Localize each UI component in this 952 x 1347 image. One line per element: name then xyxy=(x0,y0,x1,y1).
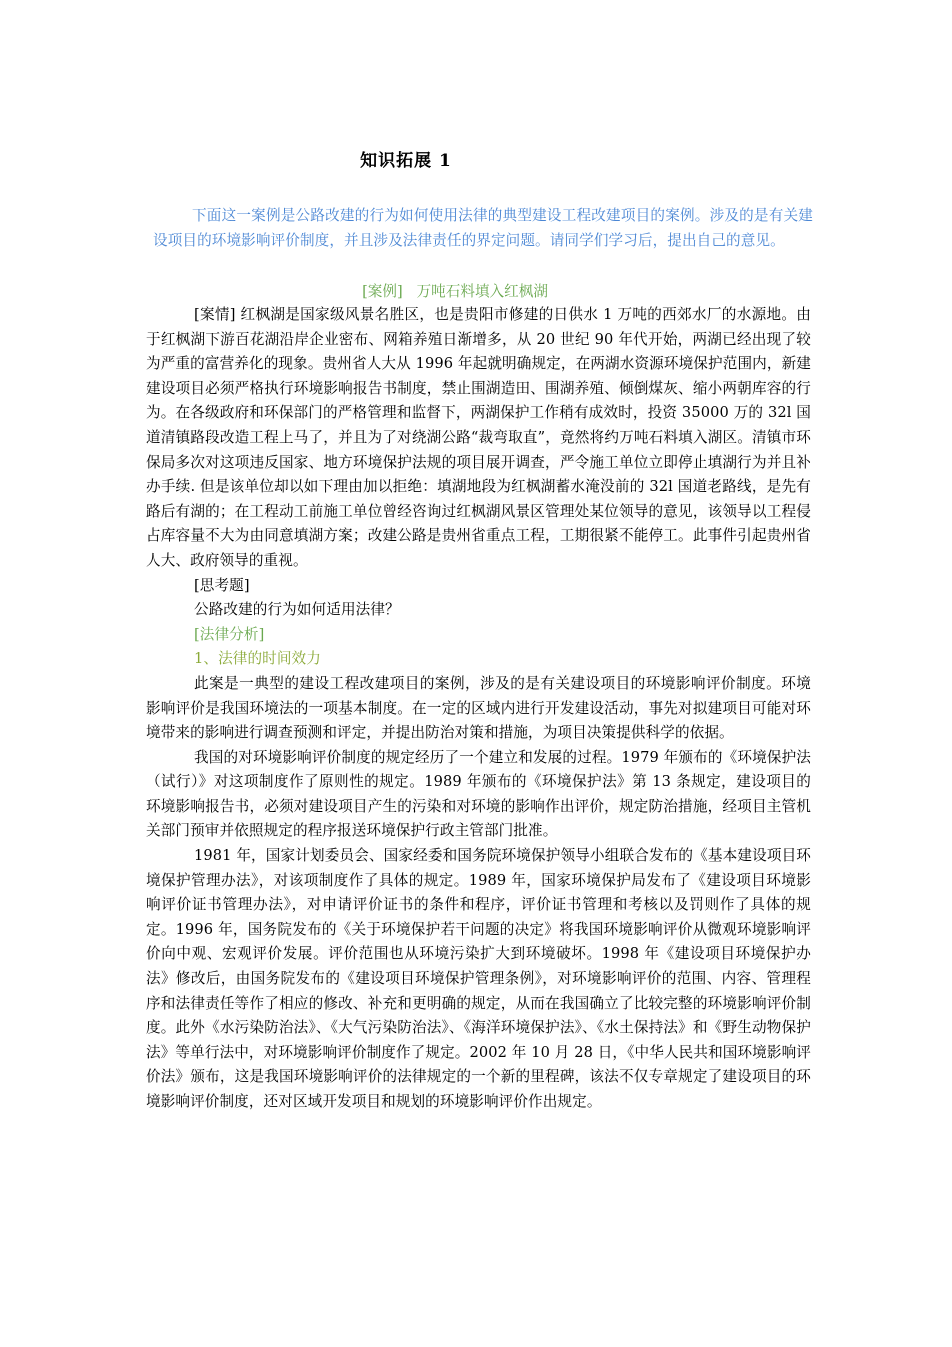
analysis-paragraph-1: 此案是一典型的建设工程改建项目的案例，涉及的是有关建设项目的环境影响评价制度。环境影响评价是我国环境法的一项基本制度。在一定的区域内进行开发建设活动，事先对拟建项目可能对环境带来的影响进行调查预测和评定，并提出防治对策和措施，为项目决策提供科学的依据。 xyxy=(146,674,811,742)
case-text-paragraph: [案情] 红枫湖是国家级风景名胜区，也是贵阳市修建的日供水 1 万吨的西郊水厂的水源地。由于红枫湖下游百花湖沿岸企业密布、网箱养殖日渐增多，从 20 世纪 90 年代开始，两湖已经出现了较为严重的富营养化的现象。贵州省人大从 1996 年起就明确规定，在两湖水资源环境保护范围内，新建建设项目必须严格执行环境影响报告书制度，禁止围湖造田、围湖养殖、倾倒煤灰、缩小两朝库容的行为。在各级政府和环保部门的严格管理和监督下，两湖保护工作稍有成效时，投资 35000 万的 32l 国道清镇路段改造工程上马了，并且为了对绕湖公路“裁弯取直”，竟然将约万吨石料填入湖区。清镇市环保局多次对这项违反国家、地方环境保护法规的项目展开调查，严令施工单位立即停止填湖行为并且补办手续. 但是该单位却以如下理由加以拒绝：填湖地段为红枫湖蓄水淹没前的 32l 国道老路线，是先有路后有湖的；在工程动工前施工单位曾经咨询过红枫湖风景区管理处某位领导的意见，该领导以工程侵占库容量不大为由同意填湖方案；改建公路是贵州省重点工程，工期很紧不能停工。此事件引起贵州省人大、政府领导的重视。 xyxy=(146,306,811,569)
analysis-paragraph-2: 我国的对环境影响评价制度的规定经历了一个建立和发展的过程。1979 年颁布的《环境保护法（试行）》对这项制度作了原则性的规定。1989 年颁布的《环境保护法》第 13 条规定，建设项目的环境影响报告书，必须对建设项目产生的污染和对环境的影响作出评价，规定防治措施，经项目主管机关部门预审并依照规定的程序报送环境保护行政主管部门批准。 xyxy=(146,748,811,840)
think-label: [思考题] xyxy=(194,576,250,594)
analysis-label: [法律分析] xyxy=(194,625,265,643)
main-body xyxy=(146,303,811,1115)
page-title: 知识拓展 1 xyxy=(360,151,452,171)
intro-paragraph: 下面这一案例是公路改建的行为如何使用法律的典型建设工程改建项目的案例。涉及的是有关建设项目的环境影响评价制度，并且涉及法律责任的界定问题。请同学们学习后，提出自己的意见。 xyxy=(153,207,813,249)
case-title: [案例] 万吨石料填入红枫湖 xyxy=(362,283,548,300)
think-question: 公路改建的行为如何适用法律？ xyxy=(194,601,400,619)
section-heading: 1、法律的时间效力 xyxy=(194,650,321,668)
analysis-paragraph-3: 1981 年，国家计划委员会、国家经委和国务院环境保护领导小组联合发布的《基本建设项目环境保护管理办法》，对该项制度作了具体的规定。1989 年，国家环境保护局发布了《建设项目环境影响评价证书管理办法》，对申请评价证书的条件和程序，评价证书管理和考核以及罚则作了具体的规定。1996 年，国务院发布的《关于环境保护若干问题的决定》将我国环境影响评价从微观环境影响评价向中观、宏观评价发展。评价范围也从环境污染扩大到环境破坏。1998 年《建设项目环境保护办法》修改后，由国务院发布的《建设项目环境保护管理条例》，对环境影响评价的范围、内容、管理程序和法律责任等作了相应的修改、补充和更明确的规定，从而在我国确立了比较完整的环境影响评价制度。此外《水污染防治法》、《大气污染防治法》、《海洋环境保护法》、《水土保持法》和《野生动物保护法》等单行法中，对环境影响评价制度作了规定。2002 年 10 月 28 日，《中华人民共和国环境影响评价法》颁布，这是我国环境影响评价的法律规定的一个新的里程碑，该法不仅专章规定了建设项目的环境影响评价制度，还对区域开发项目和规划的环境影响评价作出规定。 xyxy=(146,847,811,1110)
